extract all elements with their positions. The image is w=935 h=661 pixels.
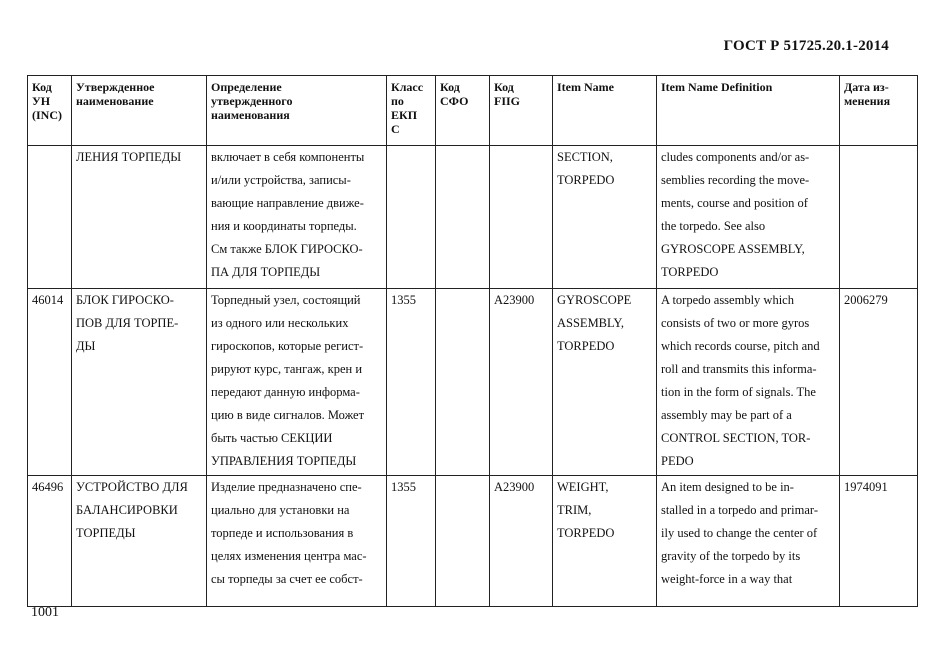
- cell-item-name-definition: [657, 289, 840, 476]
- header-label-line: Утвержденное: [76, 80, 155, 94]
- cell-text-line: и/или устройства, записы-: [211, 173, 351, 187]
- cell-text-line: См также БЛОК ГИРОСКО-: [211, 242, 363, 256]
- cell-text-line: БАЛАНСИРОВКИ: [76, 503, 178, 517]
- header-label-line: Класс: [391, 80, 424, 94]
- table-header-row: [28, 76, 918, 146]
- cell-text-line: tion in the form of signals. The: [661, 385, 816, 399]
- document-title: ГОСТ Р 51725.20.1-2014: [723, 38, 889, 54]
- cell-text-line: ily used to change the center of: [661, 526, 818, 540]
- cell-text-line: weight-force in a way that: [661, 572, 793, 586]
- cell-text-line: TRIM,: [557, 503, 592, 517]
- header-label-line: Дата из-: [844, 80, 889, 94]
- header-label-line: по: [391, 94, 404, 108]
- table-row: [28, 146, 918, 289]
- cell-sfo: [436, 289, 490, 476]
- cell-definition: [207, 146, 387, 289]
- cell-text-line: PEDO: [661, 454, 694, 468]
- header-label-line: Код: [440, 80, 460, 94]
- cell-text-line: цию в виде сигналов. Может: [211, 408, 365, 422]
- cell-text-line: циально для установки на: [211, 503, 350, 517]
- cell-item-name: [553, 476, 657, 607]
- header-label-line: утвержденного: [211, 94, 293, 108]
- cell-text-line: ЛЕНИЯ ТОРПЕДЫ: [76, 150, 182, 164]
- cell-change-date: 1974091: [840, 476, 918, 607]
- header-label-line: FIIG: [494, 94, 521, 108]
- header-label-line: С: [391, 122, 400, 136]
- cell-text-line: SECTION,: [557, 150, 613, 164]
- cell-sfo: [436, 476, 490, 607]
- header-label-line: Определение: [211, 80, 282, 94]
- header-change-date: [840, 76, 918, 146]
- cell-text-line: целях изменения центра мас-: [211, 549, 367, 563]
- cell-text-line: рируют курс, тангаж, крен и: [211, 362, 363, 376]
- cell-text-line: Изделие предназначено спе-: [211, 480, 362, 494]
- cell-text-line: gravity of the torpedo by its: [661, 549, 801, 563]
- cell-item-name-definition: [657, 476, 840, 607]
- cell-text-line: TORPEDO: [661, 265, 719, 279]
- header-label-line: наименование: [76, 94, 154, 108]
- cell-text-line: Торпедный узел, состоящий: [211, 293, 361, 307]
- cell-item-name: [553, 146, 657, 289]
- cell-text-line: semblies recording the move-: [661, 173, 810, 187]
- cell-text-line: гироскопов, которые регист-: [211, 339, 364, 353]
- header-item-name-definition: [657, 76, 840, 146]
- cell-text-line: WEIGHT,: [557, 480, 609, 494]
- cell-text-line: ments, course and position of: [661, 196, 808, 210]
- cell-change-date: 2006279: [840, 289, 918, 476]
- cell-text-line: GYROSCOPE ASSEMBLY,: [661, 242, 805, 256]
- header-label-line: (INC): [32, 108, 62, 122]
- cell-text-line: УСТРОЙСТВО ДЛЯ: [76, 480, 188, 494]
- cell-fiig: [490, 146, 553, 289]
- cell-inc: [28, 146, 72, 289]
- cell-text-line: быть частью СЕКЦИИ: [211, 431, 333, 445]
- cell-text-line: включает в себя компоненты: [211, 150, 365, 164]
- header-fiig: [490, 76, 553, 146]
- cell-item-name: [553, 289, 657, 476]
- cell-approved-name: [72, 289, 207, 476]
- cell-inc: 46014: [28, 289, 72, 476]
- cell-text-line: the torpedo. See also: [661, 219, 766, 233]
- cell-text-line: БЛОК ГИРОСКО-: [76, 293, 174, 307]
- cell-text-line: roll and transmits this informa-: [661, 362, 817, 376]
- cell-inc: 46496: [28, 476, 72, 607]
- header-label-line: менения: [844, 94, 891, 108]
- cell-text-line: consists of two or more gyros: [661, 316, 810, 330]
- cell-approved-name: [72, 476, 207, 607]
- cell-definition: [207, 289, 387, 476]
- cell-text-line: which records course, pitch and: [661, 339, 820, 353]
- header-label-line: СФО: [440, 94, 469, 108]
- cell-text-line: ПОВ ДЛЯ ТОРПЕ-: [76, 316, 179, 330]
- cell-text-line: ния и координаты торпеды.: [211, 219, 357, 233]
- cell-definition: [207, 476, 387, 607]
- cell-text-line: ПА ДЛЯ ТОРПЕДЫ: [211, 265, 321, 279]
- cell-text-line: assembly may be part of a: [661, 408, 792, 422]
- table-row: [28, 289, 918, 476]
- cell-text-line: TORPEDO: [557, 173, 615, 187]
- cell-change-date: [840, 146, 918, 289]
- header-label-line: наименования: [211, 108, 290, 122]
- header-label-line: ЕКП: [391, 108, 418, 122]
- header-label-line: Item Name: [557, 80, 614, 94]
- header-sfo: [436, 76, 490, 146]
- classification-table: [27, 75, 918, 607]
- cell-text-line: A torpedo assembly which: [661, 293, 794, 307]
- cell-class: 1355: [387, 289, 436, 476]
- page-number: 1001: [31, 605, 59, 620]
- cell-class: [387, 146, 436, 289]
- header-label-line: Item Name Definition: [661, 80, 773, 94]
- cell-text-line: ДЫ: [76, 339, 96, 353]
- cell-text-line: CONTROL SECTION, TOR-: [661, 431, 811, 445]
- header-inc: [28, 76, 72, 146]
- cell-text-line: An item designed to be in-: [661, 480, 794, 494]
- header-approved-name: [72, 76, 207, 146]
- cell-text-line: GYROSCOPE: [557, 293, 632, 307]
- cell-text-line: cludes components and/or as-: [661, 150, 810, 164]
- cell-text-line: из одного или нескольких: [211, 316, 349, 330]
- cell-sfo: [436, 146, 490, 289]
- cell-text-line: TORPEDO: [557, 526, 615, 540]
- cell-text-line: ASSEMBLY,: [557, 316, 624, 330]
- cell-class: 1355: [387, 476, 436, 607]
- cell-approved-name: [72, 146, 207, 289]
- cell-text-line: вающие направление движе-: [211, 196, 364, 210]
- cell-text-line: сы торпеды за счет ее собст-: [211, 572, 363, 586]
- cell-text-line: TORPEDO: [557, 339, 615, 353]
- header-item-name: [553, 76, 657, 146]
- header-label-line: УН: [32, 94, 51, 108]
- cell-text-line: торпеде и использования в: [211, 526, 354, 540]
- cell-fiig: A23900: [490, 476, 553, 607]
- header-label-line: Код: [494, 80, 514, 94]
- cell-text-line: передают данную информа-: [211, 385, 360, 399]
- cell-text-line: stalled in a torpedo and primar-: [661, 503, 818, 517]
- cell-text-line: УПРАВЛЕНИЯ ТОРПЕДЫ: [211, 454, 357, 468]
- cell-fiig: A23900: [490, 289, 553, 476]
- header-class: [387, 76, 436, 146]
- cell-item-name-definition: [657, 146, 840, 289]
- cell-text-line: ТОРПЕДЫ: [76, 526, 136, 540]
- header-definition: [207, 76, 387, 146]
- header-label-line: Код: [32, 80, 52, 94]
- table-row: [28, 476, 918, 607]
